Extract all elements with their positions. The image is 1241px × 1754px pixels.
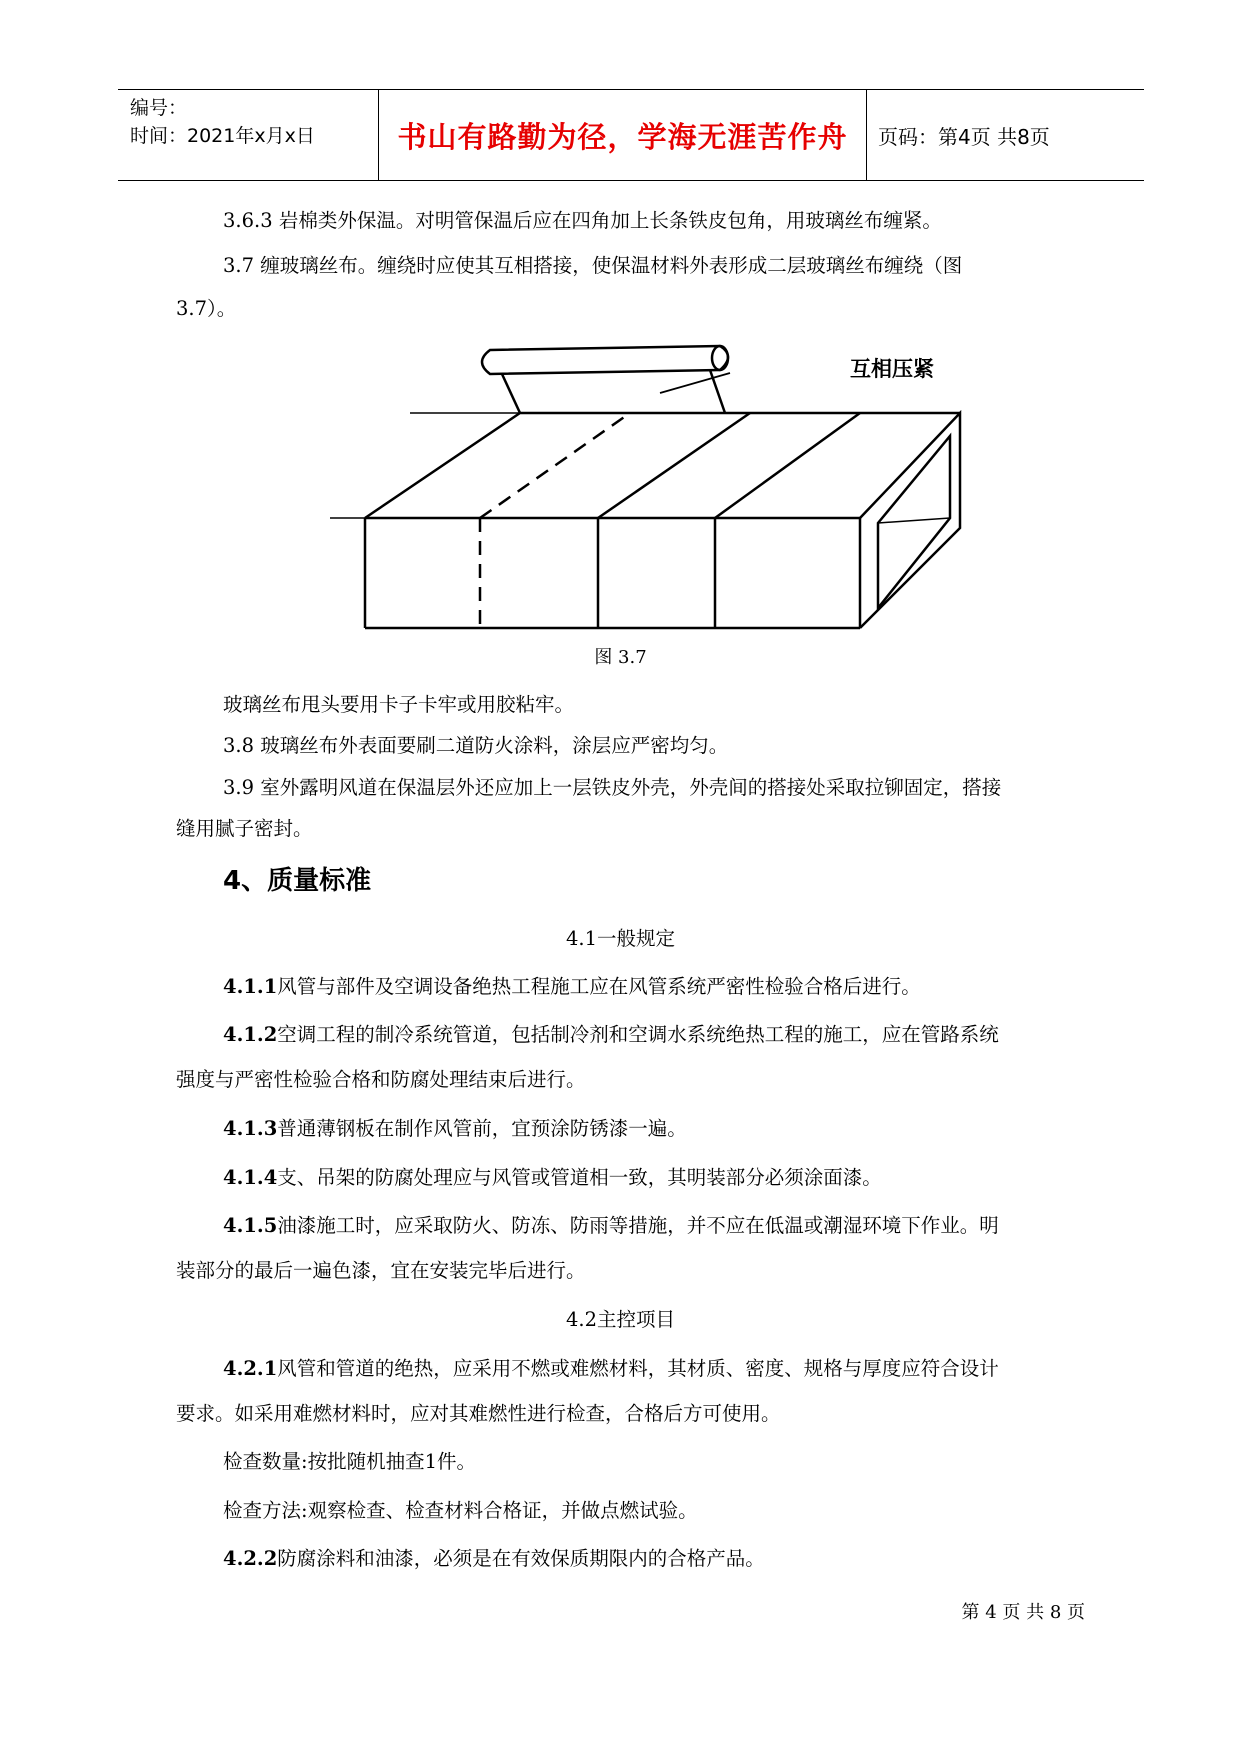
- item-4-1-2: [223, 1024, 999, 1046]
- code-label: 编号：: [130, 97, 188, 119]
- header-motto-cell: [378, 90, 867, 180]
- item-text: 支、吊架的防腐处理应与风管或管道相一致，其明装部分必须涂面漆。: [277, 1166, 882, 1189]
- item-number: 4.2.1: [223, 1357, 278, 1380]
- item-4-1-2-cont: 强度与严密性检验合格和防腐处理结束后进行。: [176, 1068, 586, 1091]
- item-text: 空调工程的制冷系统管道，包括制冷剂和空调水系统绝热工程的施工，应在管路系统: [277, 1023, 999, 1046]
- item-4-2-1: [223, 1358, 999, 1380]
- time-label: 时间：2021年x月x日: [130, 125, 315, 147]
- item-text: 普通薄钢板在制作风管前，宜预涂防锈漆一遍。: [277, 1117, 687, 1140]
- check-quantity: 检查数量:按批随机抽查1件。: [223, 1450, 476, 1473]
- item-number: 4.1.5: [223, 1214, 278, 1237]
- item-4-1-5: [223, 1215, 999, 1237]
- para-tail: 玻璃丝布甩头要用卡子卡牢或用胶粘牢。: [223, 693, 575, 716]
- para-3-8: 3.8 玻璃丝布外表面要刷二道防火涂料，涂层应严密均匀。: [223, 734, 729, 757]
- item-4-2-2: [223, 1548, 765, 1570]
- para-3-9-line2: 缝用腻子密封。: [176, 817, 313, 840]
- header-page-cell: [866, 90, 1144, 180]
- item-4-1-4: [223, 1167, 882, 1189]
- item-text: 防腐涂料和油漆，必须是在有效保质期限内的合格产品。: [277, 1547, 765, 1570]
- para-3-7-line1: 3.7 缠玻璃丝布。缠绕时应使其互相搭接，使保温材料外表形成二层玻璃丝布缠绕（图: [223, 254, 963, 277]
- item-number: 4.1.4: [223, 1166, 278, 1189]
- item-text: 油漆施工时，应采取防火、防冻、防雨等措施，并不应在低温或潮湿环境下作业。明: [277, 1214, 999, 1237]
- item-text: 风管与部件及空调设备绝热工程施工应在风管系统严密性检验合格后进行。: [277, 975, 921, 998]
- check-method: 检查方法:观察检查、检查材料合格证，并做点燃试验。: [223, 1499, 698, 1522]
- item-4-1-1: [223, 976, 921, 998]
- item-number: 4.2.2: [223, 1547, 278, 1570]
- page-header: [118, 89, 1144, 181]
- page-footer: 第 4 页 共 8 页: [961, 1602, 1085, 1623]
- figure-caption: 图 3.7: [594, 647, 647, 668]
- item-number: 4.1.2: [223, 1023, 278, 1046]
- sub-4-2: 4.2主控项目: [565, 1308, 675, 1331]
- item-4-1-3: [223, 1118, 687, 1140]
- item-number: 4.1.3: [223, 1117, 278, 1140]
- item-text: 风管和管道的绝热，应采用不燃或难燃材料，其材质、密度、规格与厚度应符合设计: [277, 1357, 999, 1380]
- section-4-title: 4、质量标准: [223, 866, 372, 896]
- item-4-1-5-cont: 装部分的最后一遍色漆，宜在安装完毕后进行。: [176, 1259, 586, 1282]
- header-meta: [118, 90, 378, 180]
- item-4-2-1-cont: 要求。如采用难燃材料时，应对其难燃性进行检查，合格后方可使用。: [176, 1402, 781, 1425]
- para-3-6-3: 3.6.3 岩棉类外保温。对明管保温后应在四角加上长条铁皮包角，用玻璃丝布缠紧。: [223, 209, 942, 232]
- page-info: 页码：第4页 共8页: [878, 124, 1050, 149]
- duct-wrapping-figure: [330, 338, 970, 638]
- sub-4-1: 4.1一般规定: [565, 927, 675, 950]
- figure-label: 互相压紧: [850, 357, 934, 381]
- para-3-7-line2: 3.7）。: [176, 297, 237, 320]
- para-3-9-line1: 3.9 室外露明风道在保温层外还应加上一层铁皮外壳，外壳间的搭接处采取拉铆固定，搭接: [223, 776, 1002, 799]
- item-number: 4.1.1: [223, 975, 278, 998]
- motto: 书山有路勤为径，学海无涯苦作舟: [397, 119, 848, 154]
